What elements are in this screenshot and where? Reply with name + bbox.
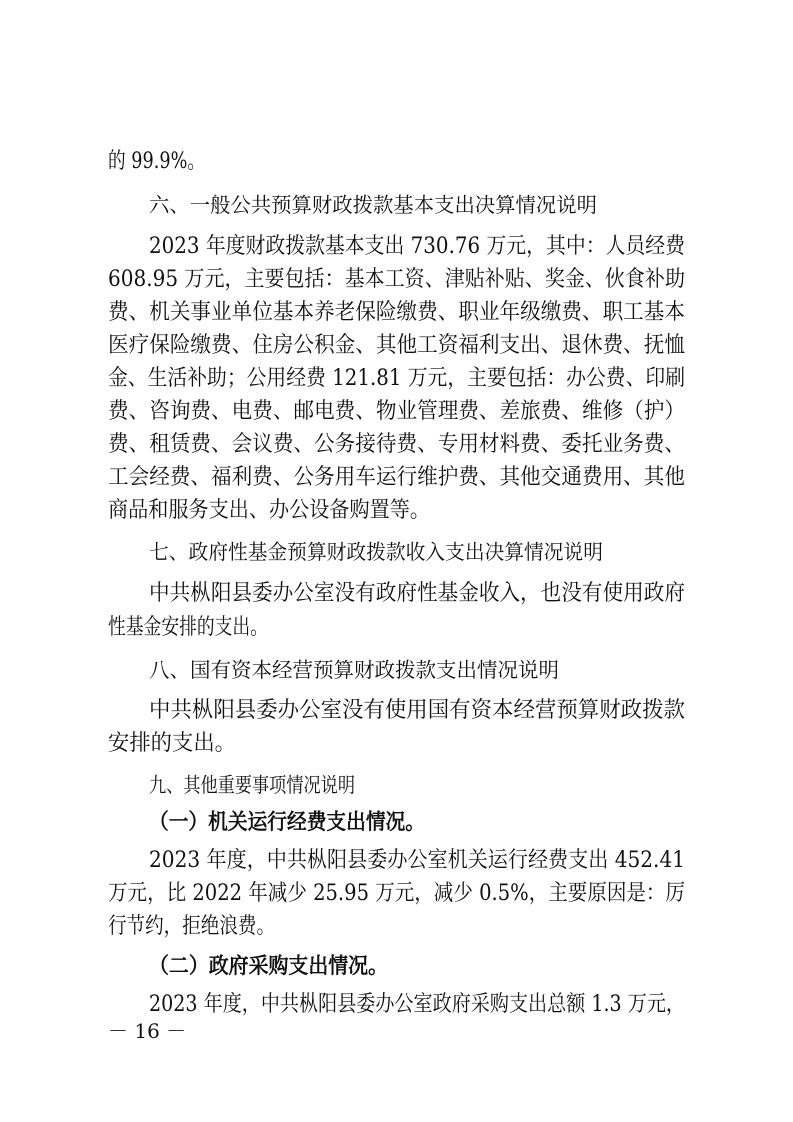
text-line: 费、咨询费、电费、邮电费、物业管理费、差旅费、维修（护） bbox=[108, 399, 686, 424]
paragraph-line bbox=[0, 429, 793, 461]
paragraph-line bbox=[0, 363, 793, 395]
paragraph-line bbox=[0, 264, 793, 296]
paragraph-line bbox=[0, 495, 793, 527]
text-line: 医疗保险缴费、住房公积金、其他工资福利支出、退休费、抚恤 bbox=[108, 333, 686, 358]
paragraph-line bbox=[0, 845, 793, 877]
paragraph-line bbox=[0, 612, 793, 644]
heading-text: 七、政府性基金预算财政拨款收入支出决算情况说明 bbox=[149, 540, 603, 564]
paragraph-line bbox=[0, 146, 793, 178]
paragraph-line bbox=[0, 878, 793, 910]
text-line: 费、机关事业单位基本养老保险缴费、职业年级缴费、职工基本 bbox=[108, 300, 686, 325]
text-line: 性基金安排的支出。 bbox=[108, 615, 268, 640]
text-line: 2023 年度，中共枞阳县委办公室政府采购支出总额 1.3 万元， bbox=[149, 992, 686, 1017]
paragraph-line bbox=[0, 231, 793, 263]
section-heading-9 bbox=[0, 769, 793, 801]
subheading-text: （一）机关运行经费支出情况。 bbox=[149, 810, 426, 835]
text-line: 中共枞阳县委办公室没有使用国有资本经营预算财政拨款 bbox=[149, 698, 685, 723]
paragraph-line bbox=[0, 695, 793, 727]
subsection-heading-1 bbox=[0, 807, 793, 839]
section-heading-6 bbox=[0, 189, 793, 221]
paragraph-line bbox=[0, 578, 793, 610]
subsection-heading-2 bbox=[0, 951, 793, 983]
section-heading-8 bbox=[0, 654, 793, 686]
text-line: 608.95 万元，主要包括：基本工资、津贴补贴、奖金、伙食补助 bbox=[108, 267, 685, 292]
heading-text: 六、一般公共预算财政拨款基本支出决算情况说明 bbox=[149, 193, 597, 217]
paragraph-line bbox=[0, 462, 793, 494]
text-line: 的 99.9%。 bbox=[108, 149, 206, 174]
paragraph-line bbox=[0, 297, 793, 329]
page-number: － 16 － bbox=[108, 1019, 187, 1043]
section-heading-7 bbox=[0, 536, 793, 568]
text-line: 行节约，拒绝浪费。 bbox=[108, 914, 276, 939]
text-line: 工会经费、福利费、公务用车运行维护费、其他交通费用、其他 bbox=[108, 465, 686, 490]
text-line: 安排的支出。 bbox=[108, 731, 237, 756]
text-line: 万元，比 2022 年减少 25.95 万元，减少 0.5%，主要原因是：厉 bbox=[108, 881, 685, 906]
text-line: 2023 年度，中共枞阳县委办公室机关运行经费支出 452.41 bbox=[149, 848, 686, 873]
text-line: 中共枞阳县委办公室没有政府性基金收入，也没有使用政府 bbox=[149, 581, 685, 606]
text-line: 2023 年度财政拨款基本支出 730.76 万元，其中：人员经费 bbox=[149, 234, 685, 259]
text-line: 商品和服务支出、办公设备购置等。 bbox=[108, 498, 430, 523]
paragraph-line bbox=[0, 911, 793, 943]
text-line: 金、生活补助；公用经费 121.81 万元，主要包括：办公费、印刷 bbox=[108, 366, 686, 391]
paragraph-line bbox=[0, 330, 793, 362]
paragraph-line bbox=[0, 396, 793, 428]
text-line: 费、租赁费、会议费、公务接待费、专用材料费、委托业务费、 bbox=[108, 432, 686, 457]
heading-text: 九、其他重要事项情况说明 bbox=[149, 773, 356, 797]
heading-text: 八、国有资本经营预算财政拨款支出情况说明 bbox=[149, 658, 559, 682]
paragraph-line bbox=[0, 728, 793, 760]
subheading-text: （二）政府采购支出情况。 bbox=[149, 954, 388, 979]
